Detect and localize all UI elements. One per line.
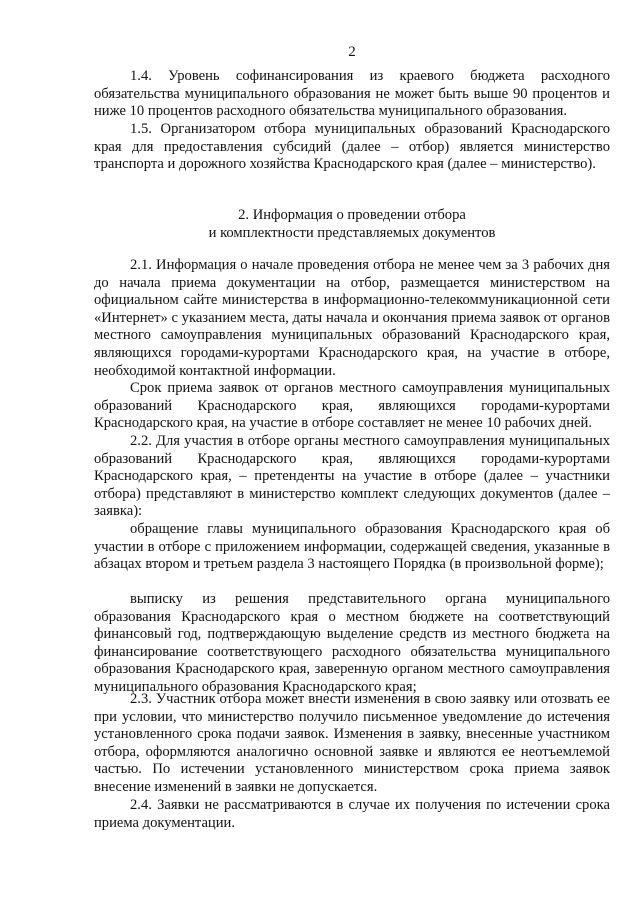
paragraph-2-2: 2.2. Для участия в отборе органы местного самоуправления муниципальных образований Краснодарского края, являющихся городами-курортами Краснодарского края, – претенденты на участие в отборе (далее – участники отбора) представляют в министерство комплект следующих документов (далее – заявка): [94, 433, 610, 520]
paragraph-1-4: 1.4. Уровень софинансирования из краевого бюджета расходного обязательства муниципального образования не может быть выше 90 процентов и ниже 10 процентов расходного обязательства муниципального образования. [94, 68, 610, 120]
section-2-heading-line-1: 2. Информация о проведении отбора [238, 207, 466, 223]
paragraph-2-3: 2.3. Участник отбора может внести изменения в свою заявку или отозвать ее при условии, что министерство получило письменное уведомление до истечения установленного срока подачи заявок. Изменения в заявку, внесенные участником отбора, оформляются аналогично основной заявке и являются ее неотъемлемой частью. По истечении установленного министерством срока приема заявок внесение изменений в заявки не допускается. [94, 691, 610, 795]
paragraph-2-1: 2.1. Информация о начале проведения отбора не менее чем за 3 рабочих дня до начала приема документации на отбор, размещается министерством на официальном сайте министерства в информационно-телекоммуникационной сети «Интернет» с указанием места, даты начала и окончания приема заявок от органов местного самоуправления муниципальных образований Краснодарского края, являющихся городами-курортами Краснодарского края, на участие в отборе, необходимой контактной информации. [94, 257, 610, 379]
paragraph-submission-period: Срок приема заявок от органов местного самоуправления муниципальных образований Краснодарского края, являющихся городами-курортами Краснодарского края, на участие в отборе составляет не менее 10 рабочих дней. [94, 380, 610, 432]
paragraph-application-letter: обращение главы муниципального образования Краснодарского края об участии в отборе с приложением информации, содержащей сведения, указанные в абзацах втором и третьем раздела 3 настоящего Порядка (в произвольной форме); [94, 521, 610, 573]
page-number: 2 [348, 44, 356, 60]
section-2-heading-line-2: и комплектности представляемых документов [208, 225, 496, 241]
paragraph-2-4: 2.4. Заявки не рассматриваются в случае их получения по истечении срока приема документации. [94, 797, 610, 831]
paragraph-budget-extract: выписку из решения представительного органа муниципального образования Краснодарского края о местном бюджете на соответствующий финансовый год, подтверждающую выделение средств из местного бюджета на финансирование соответствующего расходного обязательства муниципального образования Краснодарского края, заверенную органом местного самоуправления муниципального образования Краснодарского края; [94, 591, 610, 695]
paragraph-1-5: 1.5. Организатором отбора муниципальных образований Краснодарского края для предоставления субсидий (далее – отбор) является министерство транспорта и дорожного хозяйства Краснодарского края (далее – министерство). [94, 121, 610, 173]
